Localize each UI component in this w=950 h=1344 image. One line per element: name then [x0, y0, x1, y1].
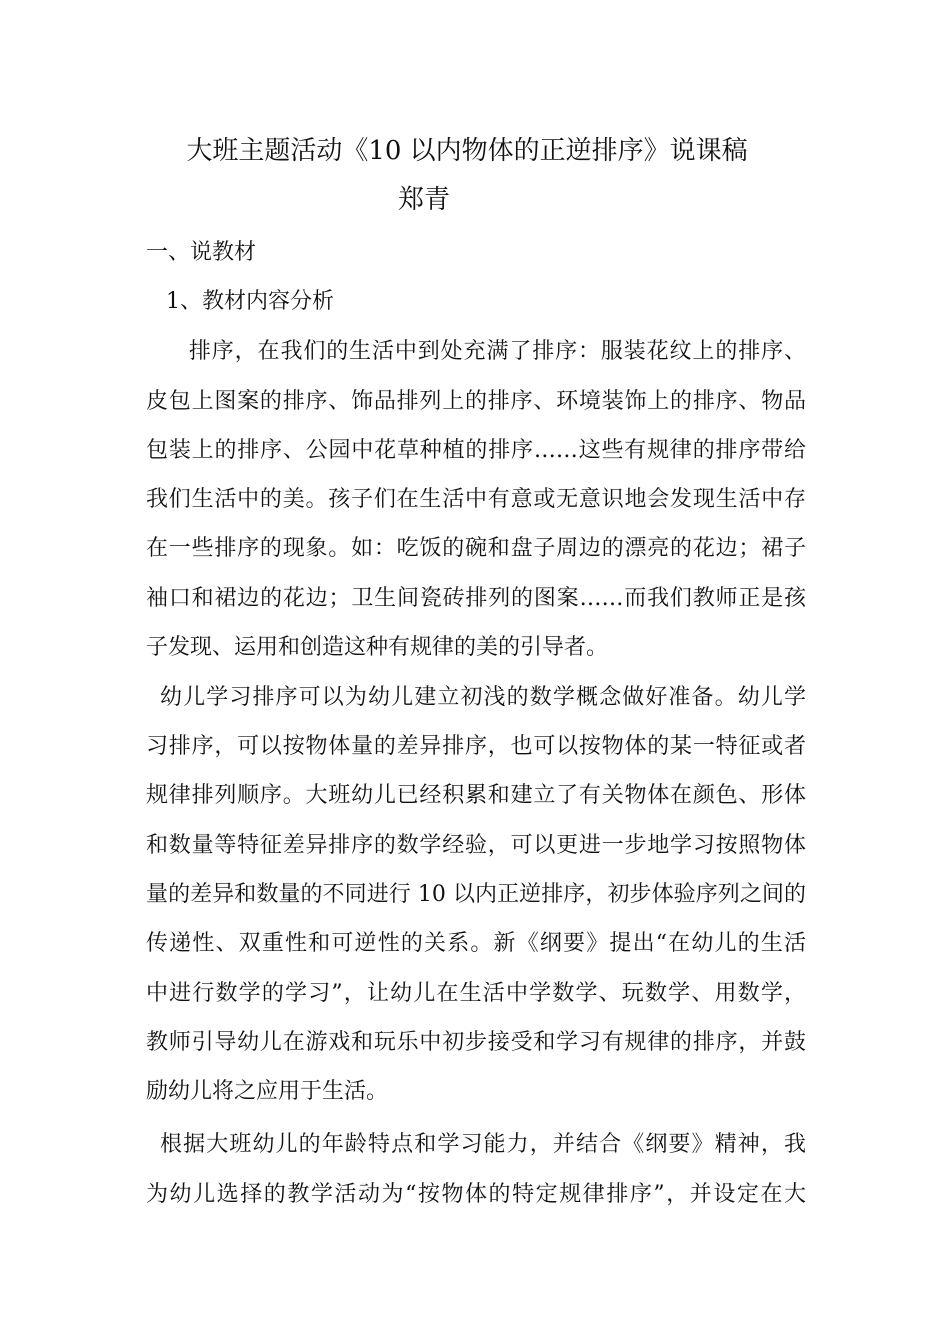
paragraph-1-line: 包装上的排序、公园中花草种植的排序……这些有规律的排序带给: [146, 438, 806, 463]
paragraph-1-line: 在一些排序的现象。如：吃饭的碗和盘子周边的漂亮的花边；裙子: [146, 536, 806, 561]
paragraph-2-line: 教师引导幼儿在游戏和玩乐中初步接受和学习有规律的排序，并鼓: [146, 1030, 806, 1055]
paragraph-1-line: 子发现、运用和创造这种有规律的美的引导者。: [146, 635, 609, 660]
paragraph-1-line: 我们生活中的美。孩子们在生活中有意或无意识地会发现生活中存: [146, 487, 806, 512]
paragraph-1-line: 袖口和裙边的花边；卫生间瓷砖排列的图案……而我们教师正是孩: [146, 586, 806, 611]
paragraph-2-line: 习排序，可以按物体量的差异排序，也可以按物体的某一特征或者: [146, 734, 806, 759]
paragraph-1-line: 皮包上图案的排序、饰品排列上的排序、环境装饰上的排序、物品: [146, 389, 806, 414]
paragraph-2-line: 规律排列顺序。大班幼儿已经积累和建立了有关物体在颜色、形体: [146, 783, 806, 808]
document-title: 大班主题活动《10 以内物体的正逆排序》说课稿: [186, 136, 748, 166]
paragraph-2-line: 中进行数学的学习”，让幼儿在生活中学数学、玩数学、用数学，: [146, 981, 806, 1006]
paragraph-3-line: 为幼儿选择的教学活动为“按物体的特定规律排序”，并设定在大: [146, 1182, 806, 1207]
author-name: 郑青: [397, 185, 450, 215]
paragraph-2-line: 励幼儿将之应用于生活。: [146, 1079, 389, 1104]
paragraph-3-line: 根据大班幼儿的年龄特点和学习能力，并结合《纲要》精神，我: [160, 1132, 806, 1157]
paragraph-2-line: 量的差异和数量的不同进行 10 以内正逆排序，初步体验序列之间的: [146, 882, 806, 907]
paragraph-2-line: 传递性、双重性和可逆性的关系。新《纲要》提出“在幼儿的生活: [146, 931, 806, 956]
paragraph-2-line: 幼儿学习排序可以为幼儿建立初浅的数学概念做好准备。幼儿学: [160, 685, 806, 710]
paragraph-1-line: 排序，在我们的生活中到处充满了排序：服装花纹上的排序、: [166, 339, 806, 364]
subsection-heading: 1、教材内容分析: [166, 289, 334, 314]
section-heading: 一、说教材: [146, 240, 257, 265]
paragraph-2-line: 和数量等特征差异排序的数学经验，可以更进一步地学习按照物体: [146, 833, 806, 858]
